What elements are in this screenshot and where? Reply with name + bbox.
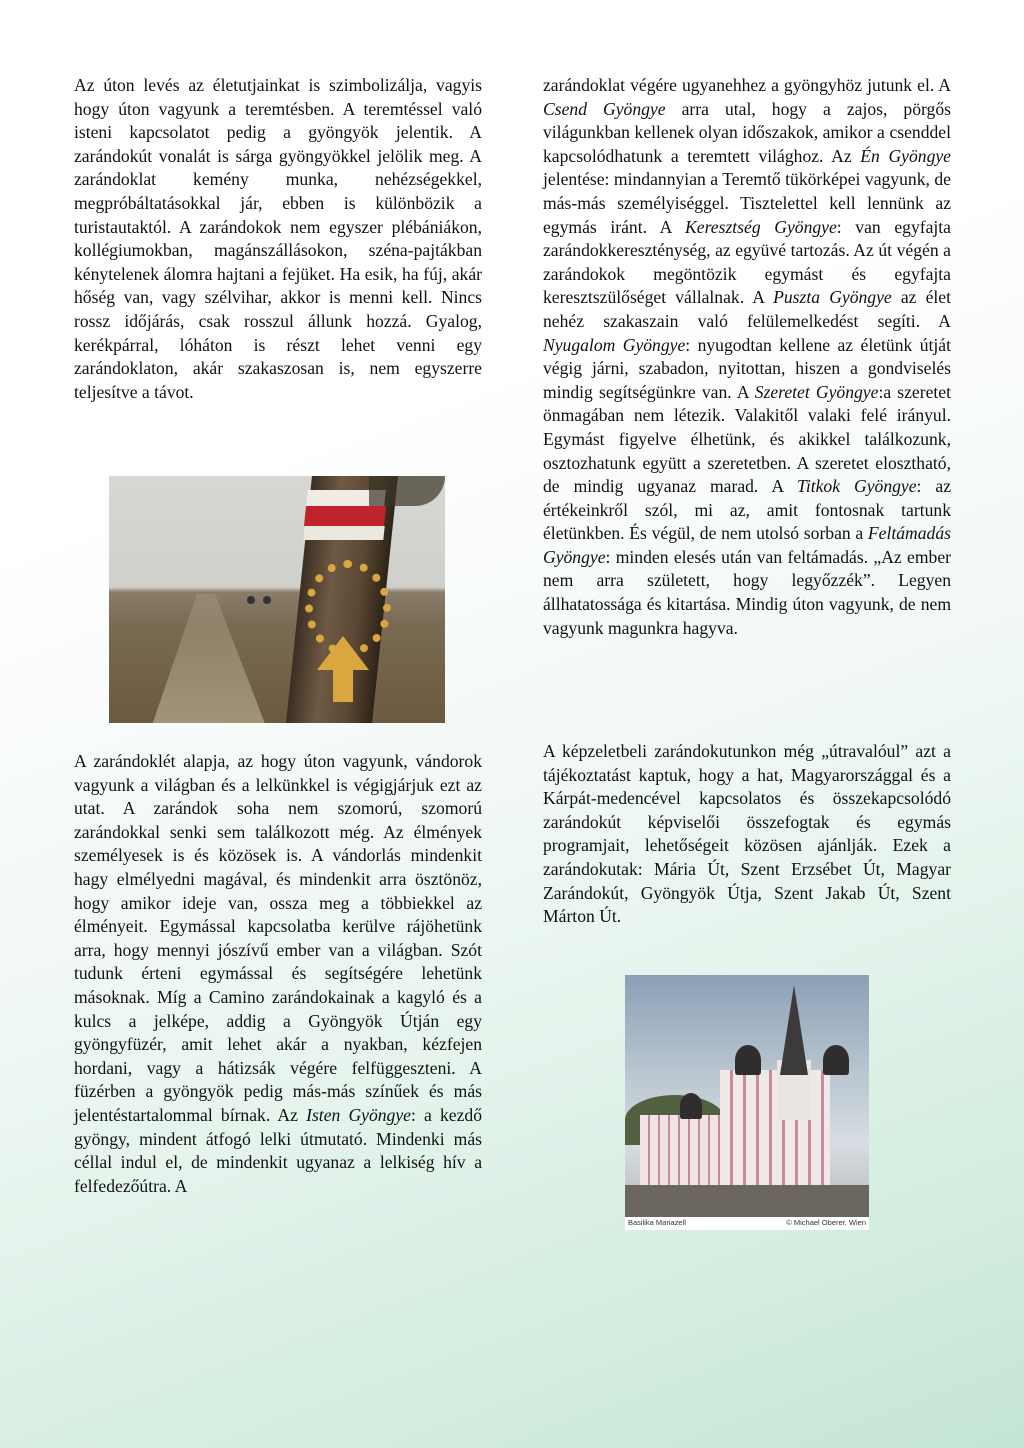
text-run: : van egyfajta zarándokkereszténység, az együvé tartozás. Az út végén a zarándokok megöntözik egymást és egyfajta keresztszülőséget vállalnak. A <box>543 216 951 308</box>
tree-branch <box>369 476 445 506</box>
right-column-top <box>543 74 951 640</box>
yellow-arrow-icon <box>317 636 369 670</box>
basilica-side-wing <box>640 1115 730 1185</box>
left-column-bottom <box>74 750 482 1198</box>
emphasis-pearl: Feltámadás Gyöngye <box>543 523 951 567</box>
text-run: zarándoklat végére ugyanehhez a gyöngyhöz jutunk el. A <box>543 75 951 95</box>
paragraph-pilgrim-life <box>74 750 482 1198</box>
gothic-spire <box>780 985 808 1075</box>
text-run: : nyugodtan kellene az életünk útját végig járni, szabadon, nyitottan, hiszen a gondviselés mindig segítségünkre van. A <box>543 334 951 402</box>
emphasis-pearl: Én Gyöngye <box>860 145 951 166</box>
photo-caption-credit: © Michael Oberer, Wien <box>786 1218 866 1227</box>
basilica-photo <box>625 975 869 1230</box>
plaza <box>625 1185 869 1217</box>
emphasis-pearl: Keresztség Gyöngye <box>685 216 837 237</box>
text-run: arra utal, hogy a zajos, pörgős világunkban kellenek olyan időszakok, amikor a csenddel kapcsolódhatunk a teremtett világhoz. Az <box>543 98 951 166</box>
emphasis-pearl: Csend Gyöngye <box>543 98 666 119</box>
emphasis-pearl: Nyugalom Gyöngye <box>543 334 686 355</box>
trail-marker-photo <box>109 476 445 723</box>
text-run: A zarándoklét alapja, az hogy úton vagyunk, vándorok vagyunk a világban és a lelkünkkel is végigjárjuk ezt az utat. A zarándok soha nem szomorú, szomorú zarándokkal senki sem találkozott még. Az élmények személyesek is és közösek is. A vándorlás mindenkit hagy elmélyedni magával, és mindenkit arra ösztönöz, hogy amikor ideje van, ossza meg a többiekkel az élményeit. Egymással kapcsolatba kerülve rájöhetünk arra, hogy mennyi jószívű ember van a világban. Szót tudunk érteni egymással és segítségére lehetünk másoknak. Míg a Camino zarándokainak a kagyló és a kulcs a jelképe, addig a Gyöngyök Útján egy gyöngyfüzér, amit lehet akár a nyakban, kézfejen hordani, vagy a hátizsák végére felfüggeszteni. A füzérben a gyöngyök pedig más-más színűek és más jelentéstartalommal bírnak. Az <box>74 751 482 1125</box>
basilica-facade <box>720 1070 830 1190</box>
walkers-figures <box>247 584 271 604</box>
yellow-arrow-stem <box>333 668 353 702</box>
text-run: :a szeretet önmagában nem létezik. Valakitől valaki felé irányul. Egymást figyelve élhetünk, és akikkel találkozunk, osztozhatunk együtt a szeretetben. A szeretet elosztható, de mindig ugyanaz marad. A <box>543 381 951 497</box>
text-run: az élet nehéz szakaszain való felülemelkedést segíti. A <box>543 287 951 331</box>
paragraph-pilgrim-routes: A képzeletbeli zarándokutunkon még „útravalóul” azt a tájékoztatást kaptuk, hogy a hat, Magyarországgal és a Kárpát-medencével kapcsolatos és összekapcsolódó zarándokút képviselői összefogtak és egymás programjait, lehetőségeit közösen ajánlják. Ezek a zarándokutak: Mária Út, Szent Erzsébet Út, Magyar Zarándokút, Gyöngyök Útja, Szent Jakab Út, Szent Márton Út. <box>543 741 951 927</box>
trail-mark-white-band-lower <box>303 526 384 540</box>
dirt-path <box>149 594 269 723</box>
onion-dome-small <box>680 1093 702 1119</box>
emphasis-pearl: Titkok Gyöngye <box>797 476 917 497</box>
text-run: jelentése: mindannyian a Teremtő tükörképei vagyunk, de más-más személyiséggel. Tisztelettel kell lennünk az egymás iránt. A <box>543 169 951 237</box>
right-column-bottom <box>543 740 951 929</box>
text-run: : a kezdő gyöngy, mindent átfogó lelki útmutató. Mindenki más céllal indul el, de mindenkit ugyanaz a lelkiség hív a felfedezőútra. A <box>74 1104 482 1196</box>
emphasis-isten-gyongye: Isten Gyöngye <box>306 1104 411 1125</box>
photo-caption-title: Basilika Mariazell <box>628 1218 686 1227</box>
onion-dome-right <box>823 1045 849 1075</box>
text-run: : az értékeinkről szól, mi az, amit fontosnak tartunk életünkben. És végül, de nem utolsó sorban a <box>543 476 952 544</box>
emphasis-pearl: Puszta Gyöngye <box>773 287 892 308</box>
left-column-top <box>74 74 482 404</box>
paragraph-pilgrimage-intro: Az úton levés az életutjainkat is szimbolizálja, vagyis hogy úton vagyunk a teremtésben. A teremtéssel való isteni kapcsolatot pedig a gyöngyök jelentik. A zarándokút vonalát is sárga gyöngyökkel jelölik meg. A zarándoklat kemény munka, nehézségekkel, megpróbáltatásokkal jár, ebben is különbözik a turistautaktól. A zarándokok nem egyszer plébániákon, kollégiumokban, magánszállásokon, széna-pajtákban kénytelenek álomra hajtani a fejüket. Ha esik, ha fúj, akár hőség van, vagy szélvihar, akkor is menni kell. Nincs rossz időjárás, csak rosszul állunk hozzá. Gyalog, kerékpárral, lóháton is részt lehet venni egy zarándoklaton, akár szakaszosan is, nem egyszerre teljesítve a távot. <box>74 75 482 402</box>
text-run: : minden elesés után van feltámadás. „Az ember nem arra született, hogy legyőzzék”. Legyen állhatatossága és kitartása. Mindig úton vagyunk, de nem vagyunk magunkra hagyva. <box>543 546 951 638</box>
emphasis-pearl: Szeretet Gyöngye <box>754 381 879 402</box>
trail-mark-red-band <box>304 506 386 526</box>
onion-dome-left <box>735 1045 761 1075</box>
paragraph-pearls <box>543 74 951 640</box>
